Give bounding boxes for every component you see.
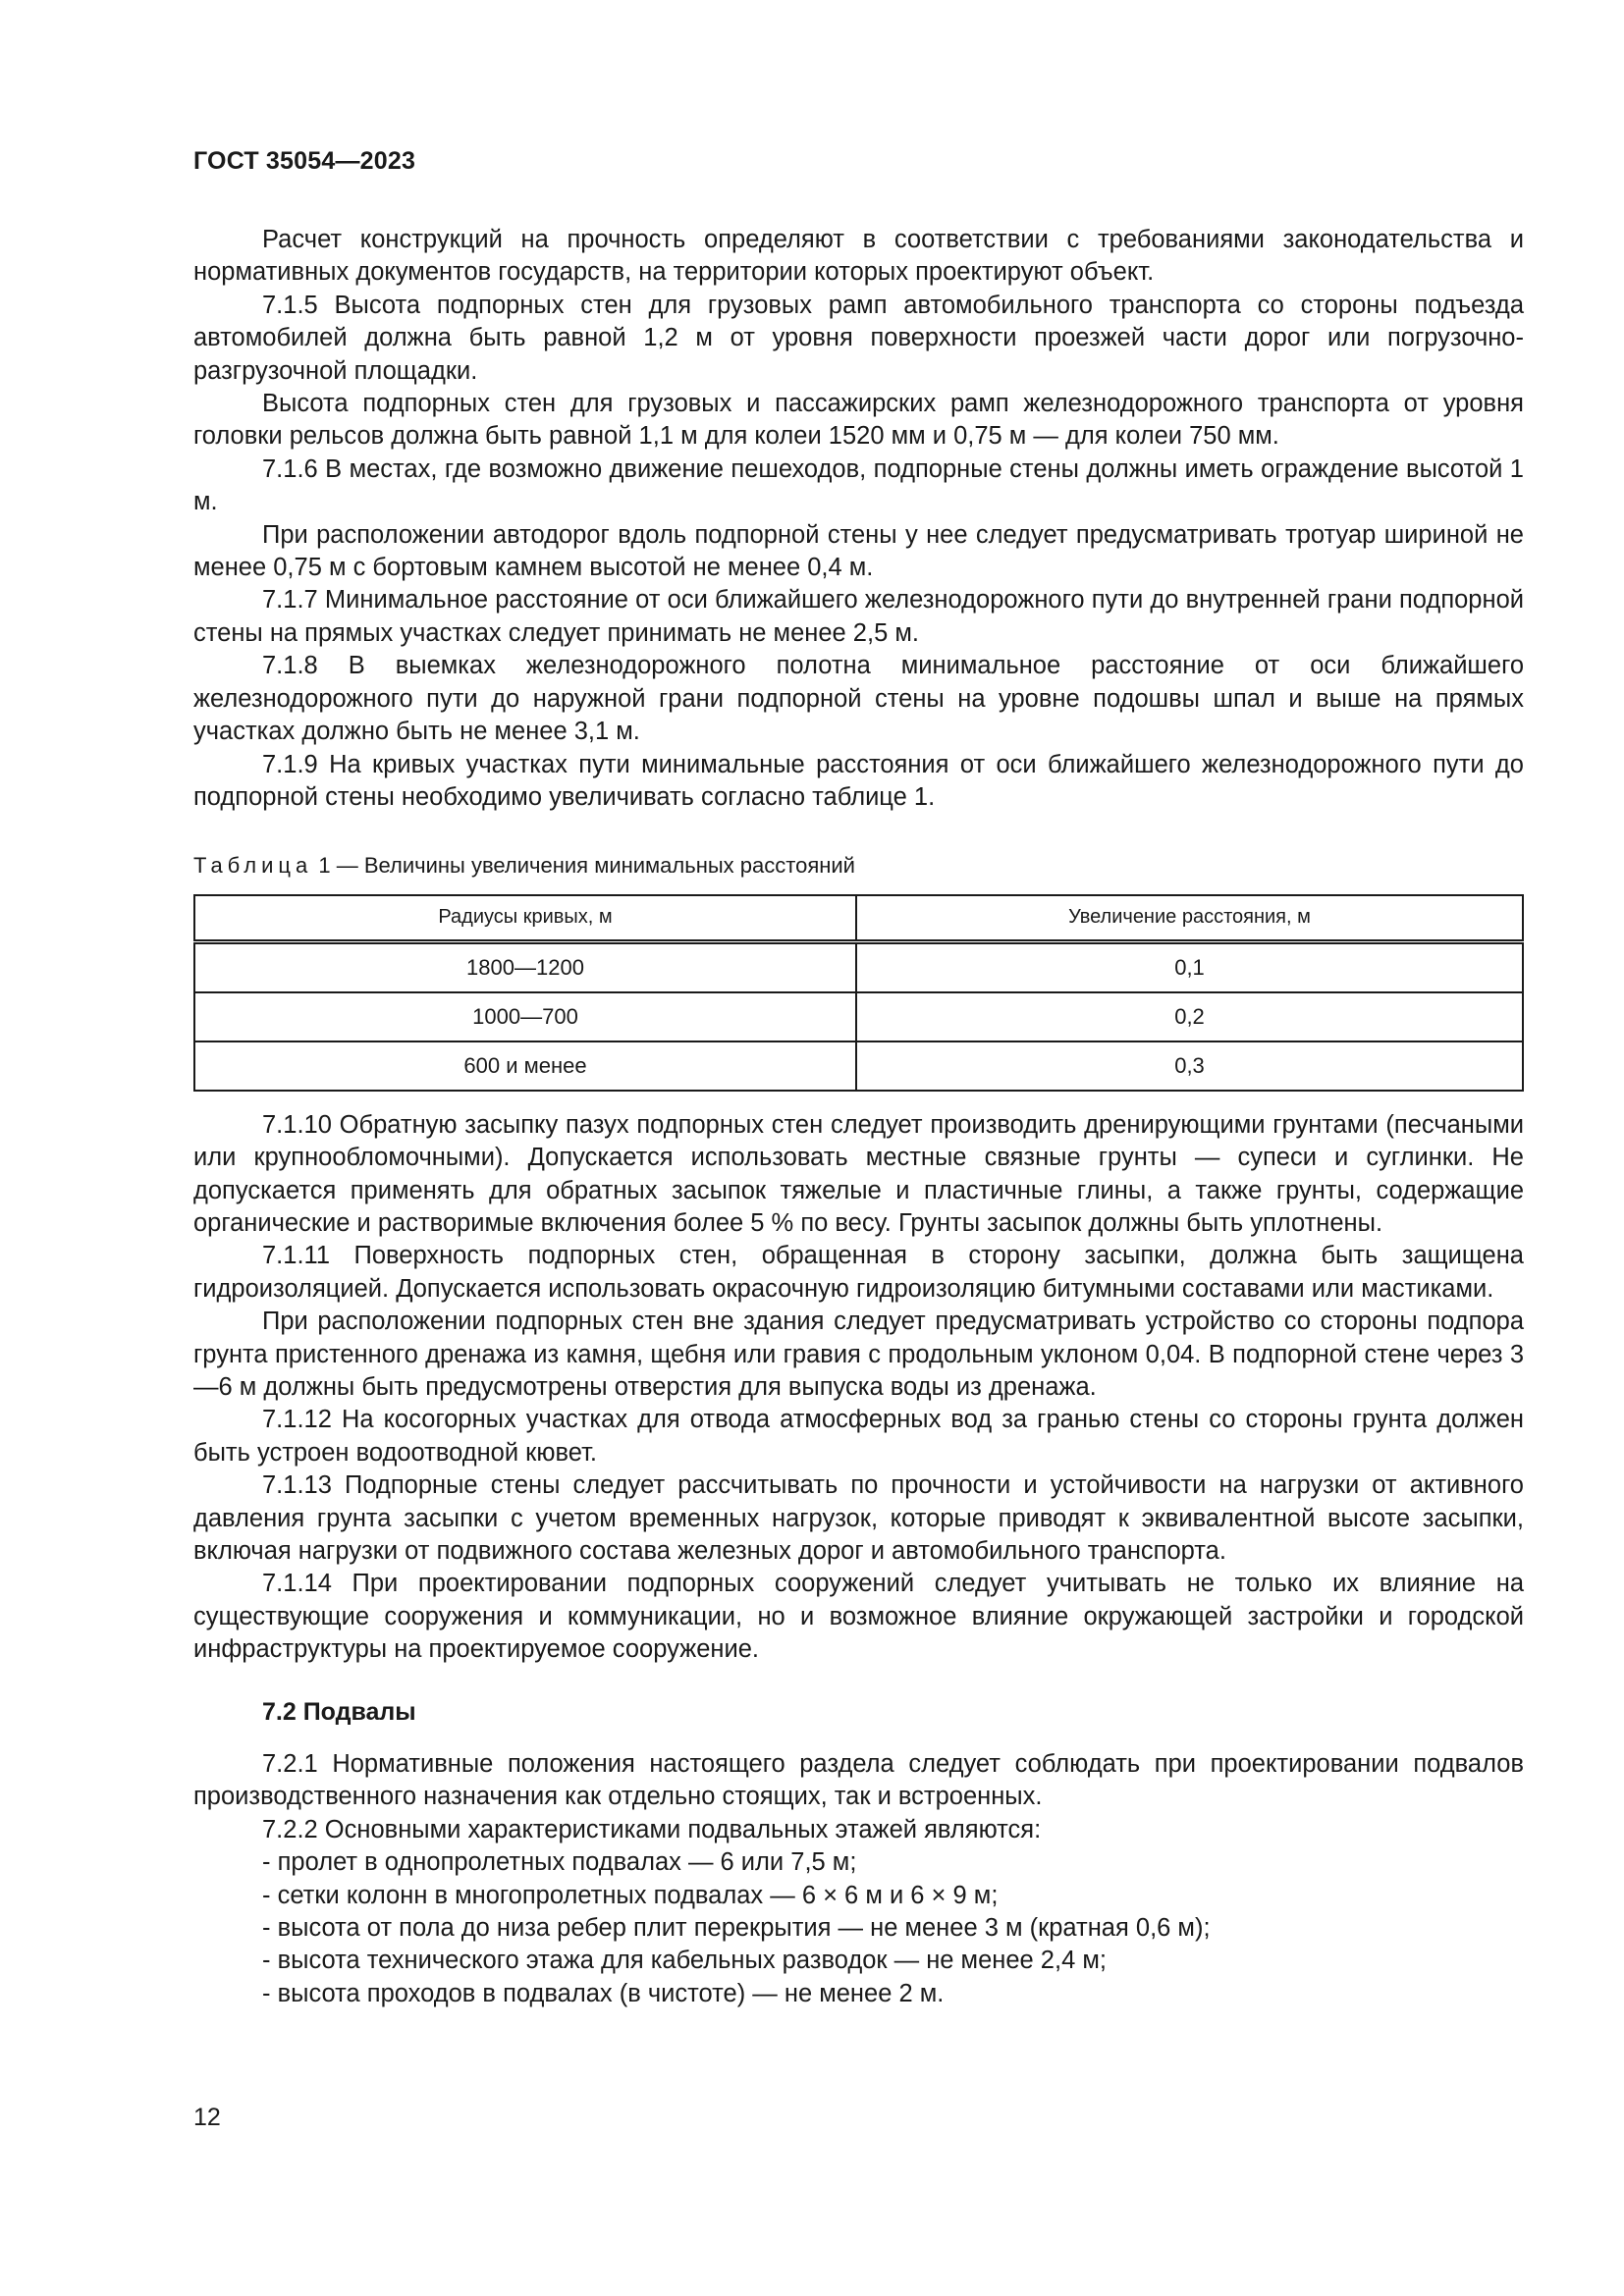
table-cell: 0,3 (856, 1041, 1523, 1091)
paragraph: 7.2.1 Нормативные положения настоящего раздела следует соблюдать при проектировании подвалов производственного назначения как отдельно стоящих, так и встроенных. (193, 1750, 1524, 1811)
list-item: - высота технического этажа для кабельных разводок — не менее 2,4 м; (262, 1947, 1107, 1975)
paragraph: При расположении подпорных стен вне здания следует предусматривать устройство со стороны подпора грунта пристенного дренажа из камня, щебня или гравия с продольным уклоном 0,04. В подпорной стене через 3—6 м должны быть предусмотрены отверстия для выпуска воды из дренажа. (193, 1308, 1524, 1401)
paragraph: 7.1.12 На косогорных участках для отвода атмосферных вод за гранью стены со стороны грунта должен быть устроен водоотводной кювет. (193, 1406, 1524, 1467)
document-header: ГОСТ 35054—2023 (193, 147, 416, 175)
table-caption-word: Таблица (193, 853, 313, 879)
table-row (194, 941, 1523, 992)
paragraph: 7.1.10 Обратную засыпку пазух подпорных стен следует производить дренирующими грунтами (песчаными или крупнообломочными). Допускается использовать местные связные грунты — супеси и суглинки. Не допускается применять для обратных засыпок тяжелые и пластичные глины, а также грунты, содержащие органические и растворимые включения более 5 % по весу. Грунты засыпок должны быть уплотнены. (193, 1110, 1524, 1237)
page-number: 12 (193, 2104, 221, 2131)
distance-table (193, 894, 1524, 1092)
table-header-cell: Радиусы кривых, м (194, 895, 856, 942)
characteristics-list (193, 1846, 1524, 2010)
table-caption-text: 1 — Величины увеличения минимальных расстояний (312, 853, 855, 879)
paragraph: Расчет конструкций на прочность определяют в соответствии с требованиями законодательства и нормативных документов государств, на территории которых проектируют объект. (193, 226, 1524, 287)
paragraph: 7.1.6 В местах, где возможно движение пешеходов, подпорные стены должны иметь ограждение высотой 1 м. (193, 454, 1524, 516)
list-item: - пролет в однопролетных подвалах — 6 или 7,5 м; (262, 1848, 857, 1877)
table-caption (193, 849, 1524, 881)
table-cell: 1800—1200 (194, 941, 856, 992)
list-item: - высота от пола до низа ребер плит перекрытия — не менее 3 м (кратная 0,6 м); (262, 1914, 1211, 1943)
paragraph: 7.1.9 На кривых участках пути минимальные расстояния от оси ближайшего железнодорожного пути до подпорной стены необходимо увеличивать согласно таблице 1. (193, 750, 1524, 811)
paragraph: При расположении автодорог вдоль подпорной стены у нее следует предусматривать тротуар шириной не менее 0,75 м с бортовым камнем высотой не менее 0,4 м. (193, 520, 1524, 582)
table-header-row (194, 895, 1523, 942)
table-cell: 600 и менее (194, 1041, 856, 1091)
paragraph: 7.1.7 Минимальное расстояние от оси ближайшего железнодорожного пути до внутренней грани подпорной стены на прямых участках следует принимать не менее 2,5 м. (193, 586, 1524, 647)
paragraph: 7.1.13 Подпорные стены следует рассчитывать по прочности и устойчивости на нагрузки от активного давления грунта засыпки с учетом временных нагрузок, которые приводят к эквивалентной высоте засыпки, включая нагрузки от подвижного состава железных дорог и автомобильного транспорта. (193, 1471, 1524, 1565)
paragraph: 7.2.2 Основными характеристиками подвальных этажей являются: (262, 1815, 1042, 1843)
paragraph: 7.1.14 При проектировании подпорных сооружений следует учитывать не только их влияние на существующие сооружения и коммуникации, но и возможное влияние окружающей застройки и городской инфраструктуры на проектируемое сооружение. (193, 1570, 1524, 1664)
table-cell: 1000—700 (194, 992, 856, 1041)
paragraph: 7.1.8 В выемках железнодорожного полотна минимальное расстояние от оси ближайшего железнодорожного пути до наружной грани подпорной стены на уровне подошвы шпал и выше на прямых участках должно быть не менее 3,1 м. (193, 652, 1524, 746)
document-body (193, 224, 1524, 2010)
list-item: - сетки колонн в многопролетных подвалах — 6 × 6 м и 6 × 9 м; (262, 1881, 999, 1909)
paragraph: 7.1.11 Поверхность подпорных стен, обращенная в сторону засыпки, должна быть защищена гидроизоляцией. Допускается использовать окрасочную гидроизоляцию битумными составами или мастиками. (193, 1242, 1524, 1303)
table-row (194, 1041, 1523, 1091)
table-cell: 0,1 (856, 941, 1523, 992)
paragraph: 7.1.5 Высота подпорных стен для грузовых рамп автомобильного транспорта со стороны подъезда автомобилей должна быть равной 1,2 м от уровня поверхности проезжей части дорог или погрузочно-разгрузочной площадки. (193, 291, 1524, 385)
paragraph: Высота подпорных стен для грузовых и пассажирских рамп железнодорожного транспорта от уровня головки рельсов должна быть равной 1,1 м для колеи 1520 мм и 0,75 м — для колеи 750 мм. (193, 390, 1524, 451)
list-item: - высота проходов в подвалах (в чистоте) — не менее 2 м. (262, 1979, 945, 2007)
table-row (194, 992, 1523, 1041)
section-title: 7.2 Подвалы (262, 1697, 416, 1726)
table-cell: 0,2 (856, 992, 1523, 1041)
table-header-cell: Увеличение расстояния, м (856, 895, 1523, 942)
